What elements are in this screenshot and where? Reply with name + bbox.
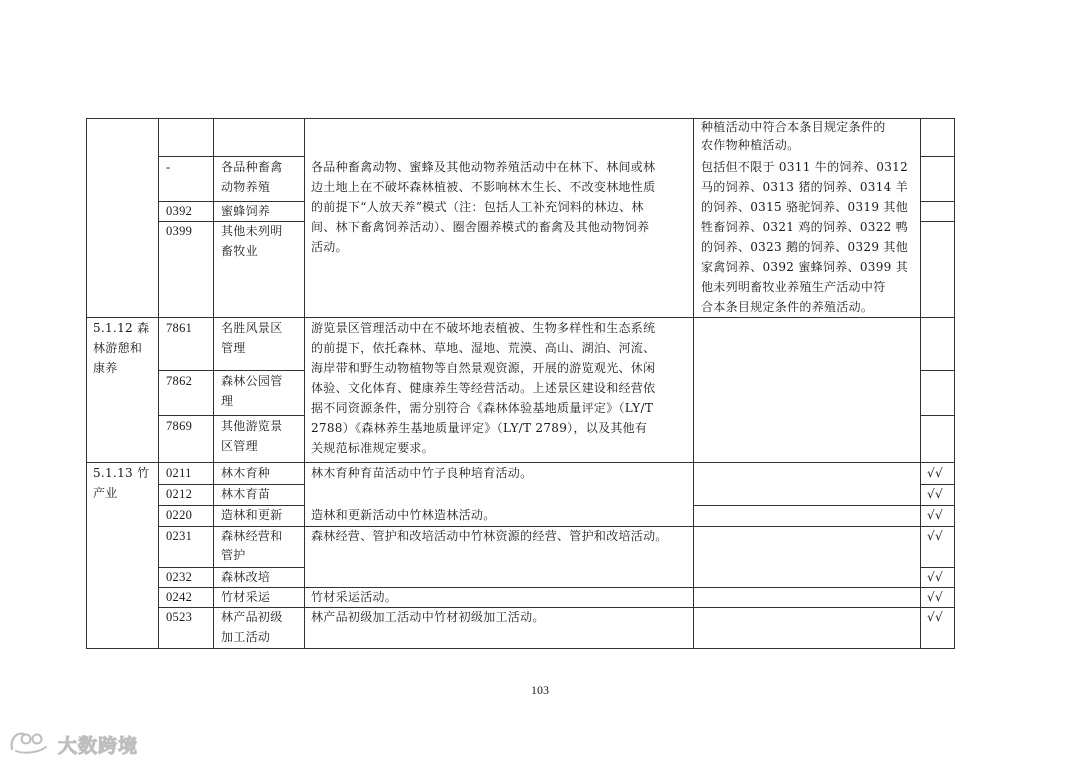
industry-code: 0242: [166, 590, 193, 604]
watermark-text: 大数跨境: [58, 734, 139, 757]
page-number: 103: [531, 683, 549, 697]
note-line: 的饲养、0315 骆驼饲养、0319 其他: [701, 200, 909, 214]
table-rule: [693, 505, 955, 506]
section-title-line: 林游憩和: [93, 341, 143, 355]
industry-name-line: 动物养殖: [221, 180, 271, 194]
industry-code: 0399: [166, 224, 193, 238]
description-line: 林木育种育苗活动中竹子良种培育活动。: [311, 466, 533, 480]
industry-code: 7861: [166, 321, 193, 335]
industry-name-line: 其他游览景: [221, 419, 283, 433]
industry-code: 7862: [166, 374, 193, 388]
description-line: 间、林下畜禽饲养活动）、圈舍圈养模式的畜禽及其他动物饲养: [311, 220, 650, 234]
table-rule: [920, 118, 921, 649]
note-line: 他未列明畜牧业养殖生产活动中符: [701, 280, 886, 294]
note-line: 家禽饲养、0392 蜜蜂饲养、0399 其: [701, 260, 909, 274]
table-rule: [158, 587, 955, 588]
industry-code: 0212: [166, 487, 193, 501]
description-line: 竹材采运活动。: [311, 590, 398, 604]
table-rule: [954, 118, 955, 649]
note-line: 马的饲养、0313 猪的饲养、0314 羊: [701, 180, 909, 194]
table-rule: [920, 156, 955, 157]
industry-name-line: 森林改培: [221, 570, 271, 584]
industry-name-line: 理: [221, 394, 234, 408]
check-mark: √√: [927, 529, 943, 543]
description-line: 据不同资源条件，需分别符合《森林体验基地质量评定》（LY/T: [311, 401, 654, 415]
industry-name-line: 蜜蜂饲养: [221, 204, 271, 218]
check-mark: √√: [927, 610, 943, 624]
description-line: 2788）《森林养生基地质量评定》（LY/T 2789），以及其他有: [311, 421, 648, 435]
note-line: 包括但不限于 0311 牛的饲养、0312: [701, 160, 909, 174]
description-line: 游览景区管理活动中在不破坏地表植被、生物多样性和生态系统: [311, 321, 656, 335]
check-mark: √√: [927, 508, 943, 522]
table-rule: [86, 118, 87, 649]
description-line: 的前提下，依托森林、草地、湿地、荒漠、高山、湖泊、河流、: [311, 341, 656, 355]
industry-code: 7869: [166, 419, 193, 433]
industry-name-line: 造林和更新: [221, 508, 283, 522]
description-line: 的前提下“人放天养”模式（注：包括人工补充饲料的林边、林: [311, 200, 644, 214]
industry-name-line: 各品种畜禽: [221, 160, 283, 174]
industry-name-line: 林木育种: [221, 466, 271, 480]
table-rule: [920, 221, 955, 222]
industry-name-line: 竹材采运: [221, 590, 271, 604]
note-line: 牲畜饲养、0321 鸡的饲养、0322 鸭: [701, 220, 909, 234]
section-title-line: 产业: [93, 486, 118, 500]
note-line: 合本条目规定条件的养殖活动。: [701, 300, 874, 314]
industry-name-line: 森林公园管: [221, 374, 283, 388]
industry-code: 0392: [166, 204, 193, 218]
industry-name-line: 名胜风景区: [221, 321, 283, 335]
industry-name-line: 加工活动: [221, 630, 271, 644]
industry-code: 0231: [166, 529, 193, 543]
check-mark: √√: [927, 590, 943, 604]
check-mark: √√: [927, 466, 943, 480]
industry-name-line: 林产品初级: [221, 610, 283, 624]
table-rule: [920, 415, 955, 416]
table-rule: [213, 118, 214, 649]
description-line: 边土地上在不破坏森林植被、不影响林木生长、不改变林地性质: [311, 180, 656, 194]
description-line: 森林经营、管护和改培活动中竹林资源的经营、管护和改培活动。: [311, 529, 668, 543]
industry-code: -: [166, 160, 171, 174]
table-rule: [920, 370, 955, 371]
table-rule: [158, 118, 159, 649]
industry-code: 0211: [166, 466, 192, 480]
description-line: 林产品初级加工活动中竹材初级加工活动。: [311, 610, 545, 624]
industry-code: 0220: [166, 508, 193, 522]
description-line: 活动。: [311, 240, 348, 254]
industry-name-line: 管理: [221, 341, 246, 355]
description-line: 体验、文化体育、健康养生等经营活动。上述景区建设和经营依: [311, 381, 656, 395]
industry-code: 0232: [166, 570, 193, 584]
section-title-line: 5.1.12 森: [93, 321, 150, 335]
industry-name-line: 区管理: [221, 439, 258, 453]
section-title-line: 5.1.13 竹: [93, 466, 150, 480]
industry-name-line: 林木育苗: [221, 487, 271, 501]
table-rule: [304, 118, 305, 649]
table-rule: [693, 118, 694, 649]
continued-note-line: 农作物种植活动。: [701, 138, 800, 152]
industry-code: 0523: [166, 610, 193, 624]
logo-mark-icon: [8, 729, 52, 759]
description-line: 关规范标准规定要求。: [311, 441, 435, 455]
industry-name-line: 森林经营和: [221, 529, 283, 543]
watermark: [8, 729, 138, 759]
description-line: 各品种畜禽动物、蜜蜂及其他动物养殖活动中在林下、林间或林: [311, 160, 656, 174]
check-mark: √√: [927, 487, 943, 501]
continued-note-line: 种植活动中符合本条目规定条件的: [701, 120, 886, 134]
table-rule: [86, 648, 955, 649]
check-mark: √√: [927, 570, 943, 584]
table-rule: [920, 201, 955, 202]
section-title-line: 康养: [93, 361, 118, 375]
industry-name-line: 管护: [221, 548, 246, 562]
industry-name-line: 其他未列明: [221, 224, 283, 238]
description-line: 海岸带和野生动物植物等自然景观资源，开展的游览观光、休闲: [311, 361, 656, 375]
note-line: 的饲养、0323 鹅的饲养、0329 其他: [701, 240, 909, 254]
industry-name-line: 畜牧业: [221, 244, 258, 258]
description-line: 造林和更新活动中竹林造林活动。: [311, 508, 496, 522]
